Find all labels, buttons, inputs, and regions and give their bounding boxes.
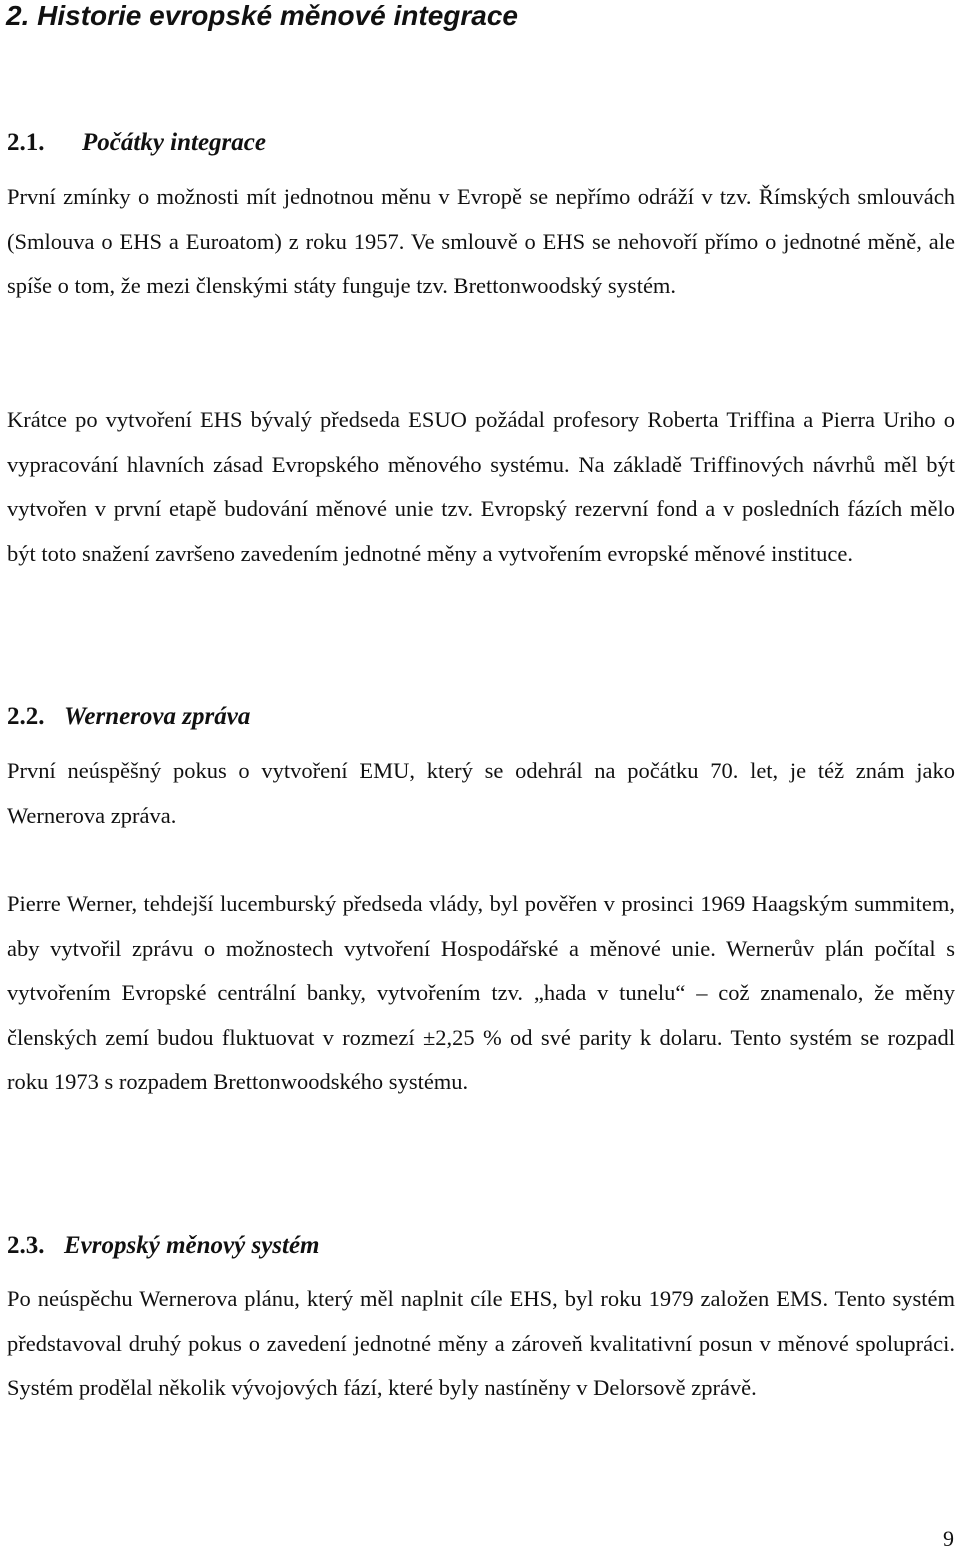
section-number: 2.2. (7, 703, 45, 730)
section-heading-2-1 (7, 128, 266, 158)
section-number: 2.1. (7, 129, 45, 156)
section-heading-2-2 (7, 702, 250, 732)
paragraph-2-1-1: První zmínky o možnosti mít jednotnou měnu v Evropě se nepřímo odráží v tzv. Římských smlouvách (Smlouva o EHS a Euroatom) z roku 1957. Ve smlouvě o EHS se nehovoří přímo o jednotné měně, ale spíše o tom, že mezi členskými státy funguje tzv. Brettonwoodský systém. (7, 184, 955, 298)
page-number: 9 (943, 1526, 954, 1551)
section-title: Počátky integrace (82, 129, 266, 156)
paragraph-2-3-1: Po neúspěchu Wernerova plánu, který měl naplnit cíle EHS, byl roku 1979 založen EMS. Tento systém představoval druhý pokus o zavedení jednotné měny a zároveň kvalitativní posun v měnové spolupráci. Systém prodělal několik vývojových fází, které byly nastíněny v Delorsově zprávě. (7, 1286, 955, 1400)
section-number: 2.3. (7, 1232, 45, 1259)
paragraph-2-1-2: Krátce po vytvoření EHS bývalý předseda ESUO požádal profesory Roberta Triffina a Pierra Uriho o vypracování hlavních zásad Evropského měnového systému. Na základě Triffinových návrhů měl být vytvořen v první etapě budování měnové unie tzv. Evropský rezervní fond a v posledních fázích mělo být toto snažení završeno zavedením jednotné měny a vytvořením evropské měnové instituce. (7, 407, 955, 566)
section-heading-2-3 (7, 1231, 320, 1261)
section-title: Evropský měnový systém (64, 1232, 320, 1259)
section-title: Wernerova zpráva (64, 703, 251, 730)
chapter-title: 2. Historie evropské měnové integrace (6, 0, 518, 31)
paragraph-2-2-2: Pierre Werner, tehdejší lucemburský předseda vlády, byl pověřen v prosinci 1969 Haagským summitem, aby vytvořil zprávu o možnostech vytvoření Hospodářské a měnové unie. Wernerův plán počítal s vytvořením Evropské centrální banky, vytvořením tzv. „hada v tunelu“ – což znamenalo, že měny členských zemí budou fluktuovat v rozmezí ±2,25 % od své parity k dolaru. Tento systém se rozpadl roku 1973 s rozpadem Brettonwoodského systému. (7, 891, 955, 1094)
paragraph-2-2-1: První neúspěšný pokus o vytvoření EMU, který se odehrál na počátku 70. let, je též znám jako Wernerova zpráva. (7, 758, 955, 828)
